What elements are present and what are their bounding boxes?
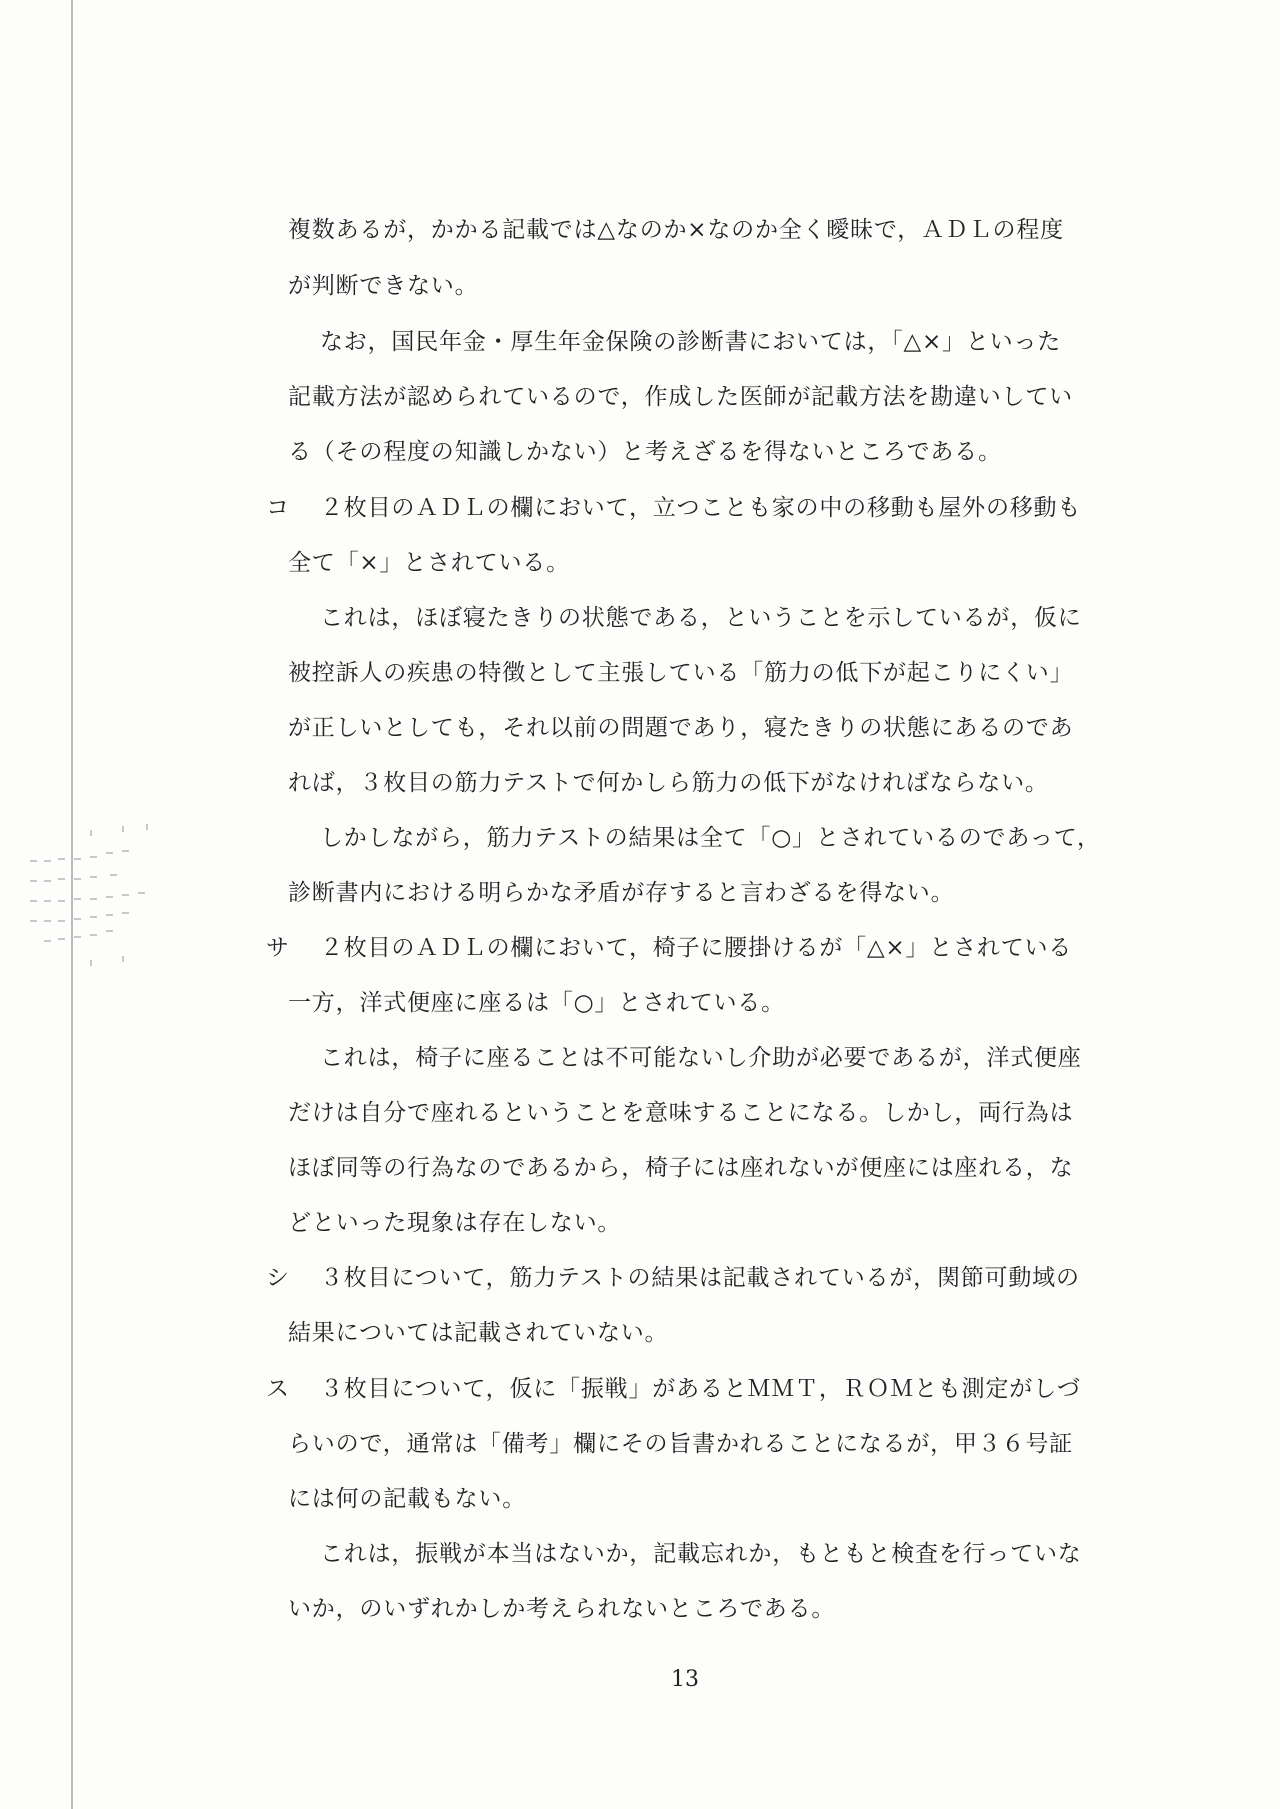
text-line-24: には何の記載もない。 — [288, 1486, 526, 1512]
text-line-7: 全て「×」とされている。 — [288, 550, 570, 576]
text-line-17: だけは自分で座れるということを意味することになる。しかし，両行為は — [288, 1100, 1074, 1126]
text-line-21: 結果については記載されていない。 — [288, 1320, 669, 1346]
item-marker-sa: サ — [266, 935, 289, 961]
text-line-22: ３枚目について，仮に「振戦」があるとＭＭＴ，ＲＯＭとも測定がしづ — [320, 1376, 1081, 1402]
text-line-25: これは，振戦が本当はないか，記載忘れか，もともと検査を行っていな — [320, 1541, 1082, 1567]
text-line-18: ほぼ同等の行為なのであるから，椅子には座れないが便座には座れる，な — [288, 1155, 1074, 1181]
text-line-5: る（その程度の知識しかない）と考えざるを得ないところである。 — [288, 439, 1002, 465]
text-line-12: しかしながら，筋力テストの結果は全て「○」とされているのであって， — [320, 825, 1101, 851]
text-line-16: これは，椅子に座ることは不可能ないし介助が必要であるが，洋式便座 — [320, 1045, 1082, 1071]
text-line-9: 被控訴人の疾患の特徴として主張している「筋力の低下が起こりにくい」 — [288, 660, 1074, 686]
text-line-15: 一方，洋式便座に座るは「○」とされている。 — [288, 990, 785, 1016]
text-line-3: なお，国民年金・厚生年金保険の診断書においては，「△×」といった — [320, 329, 1062, 355]
punch-hole-dots — [30, 820, 160, 980]
text-line-13: 診断書内における明らかな矛盾が存すると言わざるを得ない。 — [288, 880, 955, 906]
text-line-20: ３枚目について，筋力テストの結果は記載されているが，関節可動域の — [320, 1265, 1080, 1291]
text-line-23: らいので，通常は「備考」欄にその旨書かれることになるが，甲３６号証 — [288, 1431, 1073, 1457]
text-line-11: れば，３枚目の筋力テストで何かしら筋力の低下がなければならない。 — [288, 770, 1049, 796]
item-marker-shi: シ — [266, 1265, 289, 1291]
text-line-1: 複数あるが，かかる記載では△なのか×なのか全く曖昧で，ＡＤＬの程度 — [288, 217, 1064, 243]
text-line-26: いか，のいずれかしか考えられないところである。 — [288, 1596, 836, 1622]
text-line-10: が正しいとしても，それ以前の問題であり，寝たきりの状態にあるのであ — [288, 715, 1074, 741]
text-line-14: ２枚目のＡＤＬの欄において，椅子に腰掛けるが「△×」とされている — [320, 935, 1073, 961]
text-line-4: 記載方法が認められているので，作成した医師が記載方法を勘違いしてい — [288, 384, 1073, 410]
text-line-2: が判断できない。 — [288, 273, 479, 299]
text-line-6: ２枚目のＡＤＬの欄において，立つことも家の中の移動も屋外の移動も — [320, 495, 1082, 521]
item-marker-ko: コ — [266, 495, 289, 521]
page-number: 13 — [671, 1667, 699, 1692]
text-line-19: どといった現象は存在しない。 — [288, 1210, 622, 1236]
text-line-8: これは，ほぼ寝たきりの状態である，ということを示しているが，仮に — [320, 605, 1082, 631]
item-marker-su: ス — [266, 1376, 289, 1402]
